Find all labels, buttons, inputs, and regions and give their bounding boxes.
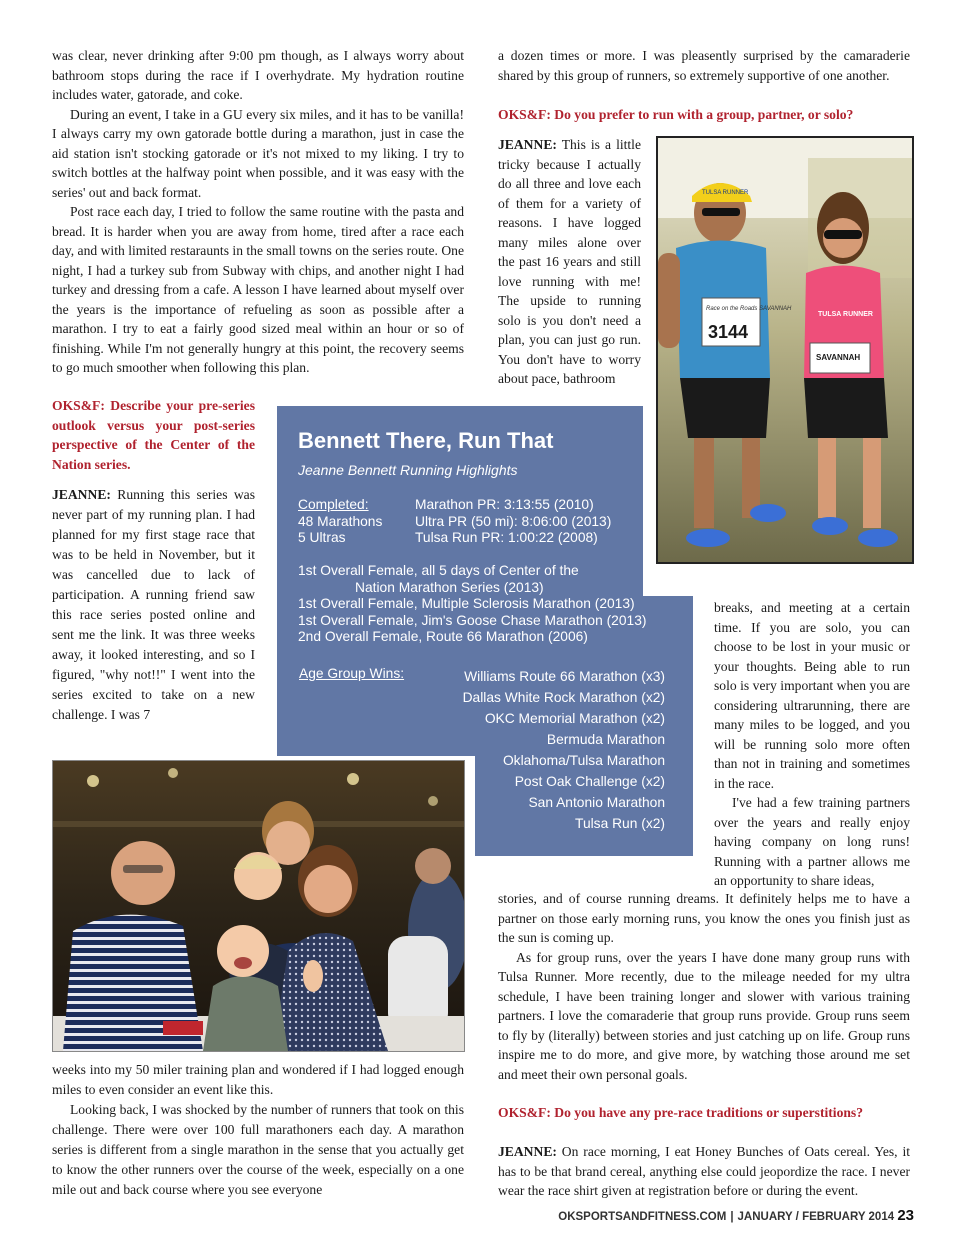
- completed-item: 5 Ultras: [298, 530, 346, 545]
- speaker-label: JEANNE:: [498, 137, 557, 152]
- age-group-label: Age Group Wins:: [299, 666, 405, 681]
- sidebar-title: Bennett There, Run That: [298, 428, 554, 453]
- footer-site: OKSPORTSANDFITNESS.COM: [558, 1211, 727, 1223]
- bib-event: Race on the Roads SAVANNAH: [706, 306, 792, 312]
- family-photo: [52, 760, 465, 1052]
- column-2-top-text: a dozen times or more. I was pleasently surprised by the camaraderie shared by this group of runners, so extremely supportive of one another.: [498, 48, 910, 83]
- question-outlook: OKS&F: Describe your pre-series outlook versus your post-series perspective of the Center of the Nation series.: [52, 398, 255, 472]
- question-traditions: OKS&F: Do you have any pre-race traditions or superstitions?: [498, 1105, 864, 1120]
- paragraph: stories, and of course running dreams. It definitely helps me to have a partner on those early morning runs, you know the ones you finish just as the sun is coming up.: [498, 891, 910, 945]
- footer-issue: JANUARY / FEBRUARY 2014: [737, 1211, 895, 1223]
- paragraph: I've had a few training partners over the years and really enjoy having company on long runs! Running with a partner allows me an opportunity to share ideas,: [714, 795, 910, 888]
- age-group-list: [420, 666, 665, 834]
- paragraph: weeks into my 50 miler training plan and wondered if I had logged enough miles to even consider an event like this.: [52, 1062, 464, 1097]
- column-2-bottom-text: [498, 889, 910, 1084]
- completed-block: [298, 497, 382, 547]
- achievement-item: Nation Marathon Series (2013): [355, 579, 544, 595]
- answer-text: On race morning, I eat Honey Bunches of Oats cereal. Yes, it has to be that brand cereal, anything else could jeopordize the race. I never wear the race shirt given at registration before or during the event.: [498, 1144, 910, 1198]
- answer-traditions: [498, 1142, 910, 1201]
- question-group: OKS&F: Do you prefer to run with a group, partner, or solo?: [498, 107, 854, 122]
- answer-group: [498, 135, 641, 389]
- column-1-bottom-text: [52, 1060, 464, 1200]
- family-photo-image: [53, 761, 464, 1051]
- bib2-text: SAVANNAH: [816, 353, 861, 362]
- achievements-block: [298, 563, 678, 646]
- completed-item: 48 Marathons: [298, 513, 383, 529]
- age-group-item: Post Oak Challenge (x2): [514, 774, 665, 789]
- age-group-item: San Antonio Marathon: [528, 795, 665, 810]
- age-group-item: Williams Route 66 Marathon (x3): [464, 669, 665, 684]
- pr-item: Ultra PR (50 mi): 8:06:00 (2013): [415, 513, 612, 529]
- speaker-label: JEANNE:: [498, 1144, 557, 1159]
- speaker-label: JEANNE:: [52, 487, 111, 502]
- paragraph: During an event, I take in a GU every six miles, and it has to be vanilla! I always carry my own gatorade bottle during a marathon, just in case the aid station isn't stocking gatorade or it's not mixed to my liking. I try to switch bottles at the halfway point when possible, and it was easy with the series' out and back format.: [52, 106, 464, 200]
- achievement-item: 2nd Overall Female, Route 66 Marathon (2006): [298, 629, 588, 644]
- achievement-item: 1st Overall Female, all 5 days of Center of the: [298, 563, 579, 578]
- pr-block: [415, 497, 611, 547]
- answer-text: This is a little tricky because I actually do all three and love each of them for a variety of reasons. I have logged many miles alone over the past 16 years and still love running with me! The upside to running solo is you don't need a plan, you can just go run. You don't have to worry about pace, bathroom: [498, 137, 641, 386]
- completed-label: Completed:: [298, 497, 369, 512]
- paragraph: Looking back, I was shocked by the number of runners that took on this challenge. There were over 100 full marathoners each day. A marathon series is different from a single marathon in the sense that you actually get to know the other runners over the course of the week, especially on a one mile out and back course where you see everyone: [52, 1102, 464, 1197]
- cap-text: TULSA RUNNER: [702, 190, 749, 196]
- bib-number: 3144: [708, 322, 749, 342]
- achievement-item: 1st Overall Female, Jim's Goose Chase Marathon (2013): [298, 612, 647, 628]
- pr-item: Marathon PR: 3:13:55 (2010): [415, 497, 594, 512]
- paragraph: As for group runs, over the years I have done many group runs with Tulsa Runner. More recently, due to the mileage needed for my ultra schedule, I have been training longer and slower with various training partners. I love the comaraderie that group runs provide. Group runs seem to fly by (literally) between stories and just catching up on life. Group runs inspire me to do more, and give more, by watching those around me set and meet their own personal goals.: [498, 949, 910, 1082]
- footer-separator: |: [730, 1211, 734, 1223]
- pr-item: Tulsa Run PR: 1:00:22 (2008): [415, 530, 598, 545]
- age-group-item: Tulsa Run (x2): [575, 816, 665, 831]
- answer-text: Running this series was never part of my running plan. I had planned for my first stage race that was to be held in November, but it was cancelled due to lack of participation. A running friend saw this race series posted online and sent me the link. It was three weeks away, it looked interesting, and so I figured, "why not!!" I went into the series excited to take on a new challenge. I was 7: [52, 487, 255, 722]
- answer-outlook: [52, 485, 255, 725]
- column-1-top-text: [52, 46, 464, 378]
- age-group-item: Oklahoma/Tulsa Marathon: [502, 753, 665, 768]
- shirt-text: TULSA RUNNER: [818, 311, 873, 318]
- age-group-item: Bermuda Marathon: [546, 732, 665, 747]
- paragraph: was clear, never drinking after 9:00 pm though, as I always worry about bathroom stops during the race if I overhydrate. My hydration routine includes water, gatorade, and coke.: [52, 48, 464, 102]
- page-number: 23: [897, 1207, 914, 1224]
- achievement-item: 1st Overall Female, Multiple Sclerosis Marathon (2013): [298, 596, 635, 611]
- runners-photo: [656, 136, 914, 564]
- paragraph: breaks, and meeting at a certain time. If you are solo, you can choose to be lost in your music or your thoughts. Being able to run solo is very important when you are considering ultrarunning, there are many miles to be logged, and you will be running solo more often than not in training and sometimes in the race.: [714, 600, 910, 791]
- paragraph: Post race each day, I tried to follow the same routine with the pasta and bread. It is harder when you are away from home, tired after a race each day, and with limited restaraunts in the small towns on the series route. One night, I had a turkey sub from Subway with chips, and another night I had turkey and dressing from a cafe. A lesson I have learned about myself over the years is the importance of refueling as soon as possible after a marathon. I try to eat a fairly good sized meal within an hour or so of finishing. While I'm not generally hungry at this point, the recovery seems to go much smoother when following this plan.: [52, 204, 464, 375]
- age-group-item: Dallas White Rock Marathon (x2): [462, 690, 665, 705]
- page-footer: [534, 1207, 914, 1224]
- column-3-text: [714, 598, 910, 891]
- runners-photo-image: [658, 138, 912, 562]
- age-group-item: OKC Memorial Marathon (x2): [484, 711, 665, 726]
- sidebar-subtitle: Jeanne Bennett Running Highlights: [298, 462, 518, 478]
